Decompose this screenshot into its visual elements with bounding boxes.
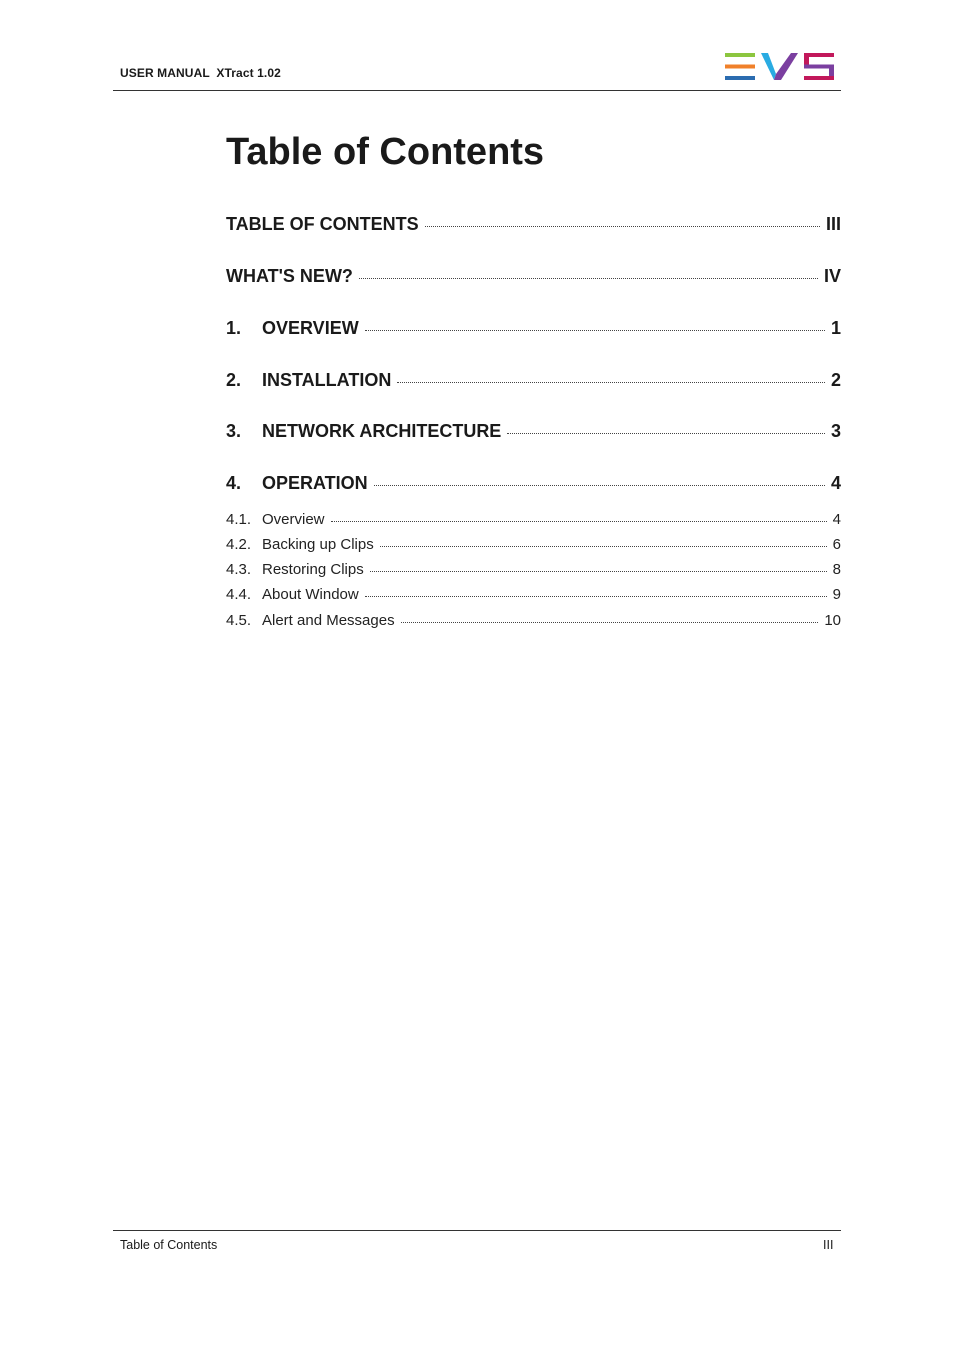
toc-entry-label: TABLE OF CONTENTS [226,214,419,234]
toc-dot-leader [397,382,825,383]
toc-entry-label: NETWORK ARCHITECTURE [262,421,502,441]
toc-entry-number: 2. [226,370,242,390]
toc-dot-leader [365,330,825,331]
toc-dot-leader [370,571,827,572]
toc-dot-leader [374,485,825,486]
toc-entry-number: 4.2. [226,536,252,553]
toc-dot-leader [331,521,827,522]
toc-dot-leader [365,596,827,597]
toc-entry-page: III [825,214,841,234]
toc-entry-whats-new[interactable] [226,266,841,290]
toc-entry-label: Alert and Messages [262,612,395,629]
page-title: Table of Contents [226,131,545,173]
toc-dot-leader [359,278,818,279]
toc-entry-label: WHAT'S NEW? [226,266,353,286]
toc-dot-leader [507,433,825,434]
toc-entry-page: 1 [830,318,841,338]
toc-entry-operation[interactable] [226,473,841,497]
toc-entry-page: 4 [830,473,841,493]
toc-entry-page: 9 [832,586,841,603]
toc-subentry-alert-and-messages[interactable] [226,612,841,632]
header-divider [113,90,841,91]
toc-entry-page: 6 [832,536,841,553]
toc-entry-number: 4.4. [226,586,252,603]
toc-entry-label: INSTALLATION [262,370,392,390]
toc-subentry-overview[interactable] [226,511,841,531]
toc-entry-label: OPERATION [262,473,368,493]
footer-section-name: Table of Contents [120,1238,218,1252]
toc-entry-network-architecture[interactable] [226,421,841,445]
toc-entry-page: 2 [830,370,841,390]
toc-entry-label: Restoring Clips [262,561,364,578]
toc-entry-label: Backing up Clips [262,536,374,553]
toc-entry-page: 3 [830,421,841,441]
toc-subentry-backing-up-clips[interactable] [226,536,841,556]
toc-dot-leader [425,226,820,227]
manual-title: USER MANUAL XTract 1.02 [120,66,281,80]
toc-dot-leader [401,622,819,623]
evs-logo-icon [724,52,836,82]
toc-entry-number: 4.3. [226,561,252,578]
toc-subentry-restoring-clips[interactable] [226,561,841,581]
toc-entry-number: 4. [226,473,242,493]
toc-entry-number: 4.1. [226,511,252,528]
footer-divider [113,1230,841,1231]
toc-entry-table-of-contents[interactable] [226,214,841,238]
toc-entry-label: Overview [262,511,325,528]
toc-entry-page: 10 [824,612,841,629]
toc-dot-leader [380,546,827,547]
toc-entry-installation[interactable] [226,370,841,394]
toc-entry-overview[interactable] [226,318,841,342]
toc-entry-number: 1. [226,318,242,338]
toc-entry-page: 4 [832,511,841,528]
toc-entry-page: 8 [832,561,841,578]
toc-entry-number: 3. [226,421,242,441]
toc-subentry-about-window[interactable] [226,586,841,606]
toc-entry-page: IV [823,266,841,286]
toc-entry-number: 4.5. [226,612,252,629]
toc-entry-label: About Window [262,586,359,603]
footer-page-number: III [823,1238,834,1252]
toc-entry-label: OVERVIEW [262,318,359,338]
